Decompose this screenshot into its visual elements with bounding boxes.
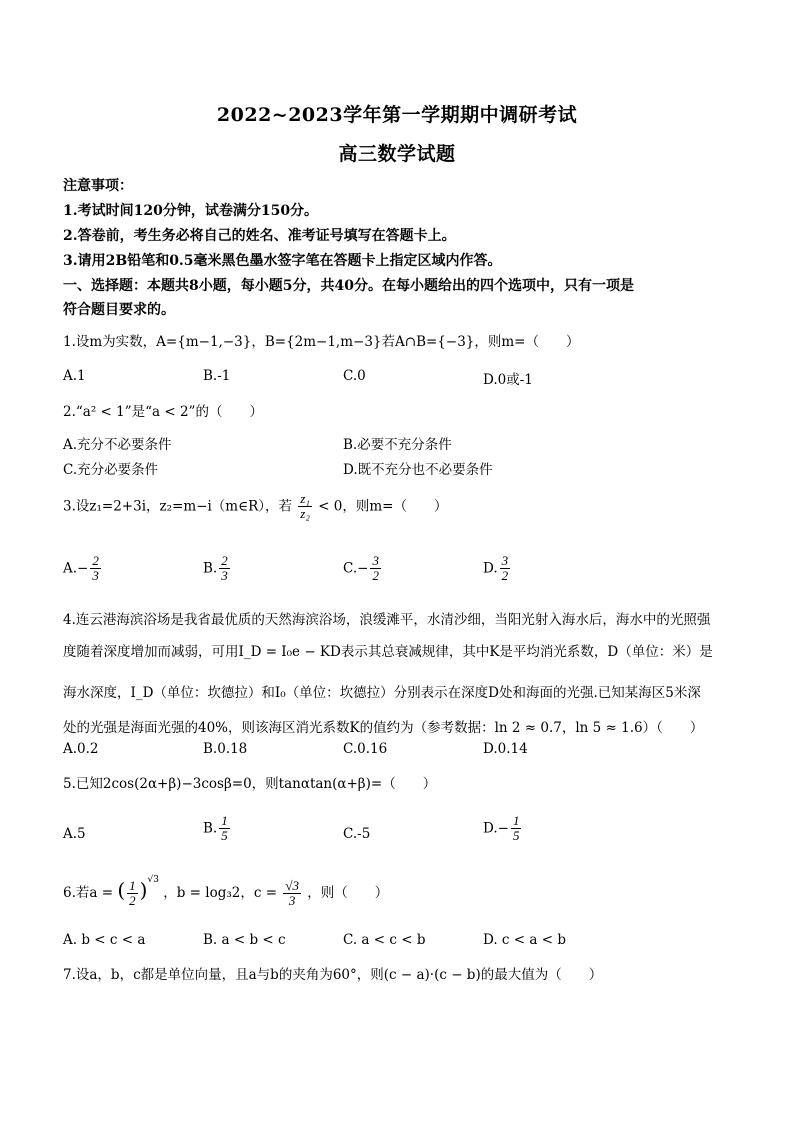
q4-option-b: B.0.18 [203, 741, 248, 757]
q2-option-a: A.充分不必要条件 [63, 437, 172, 453]
option-sign: − [77, 560, 89, 577]
paren-right: ) [139, 878, 148, 902]
frac-numerator: 1 [512, 813, 520, 828]
option-sign: − [497, 820, 509, 837]
q6-stem-end: ，则（ ） [307, 885, 389, 901]
q3-fraction [298, 492, 312, 522]
q3-option-b [203, 554, 232, 584]
q5-option-d [483, 814, 523, 844]
note-item: 1.考试时间120分钟，试卷满分150分。 [63, 203, 319, 219]
q2-option-b: B.必要不充分条件 [343, 437, 452, 453]
option-fraction [370, 554, 381, 584]
q3-option-d [483, 554, 512, 584]
q3-stem-end: < 0，则m=（ ） [318, 498, 448, 515]
q3-frac-denominator: z₂ [300, 506, 310, 522]
paren-left: ( [117, 878, 126, 902]
option-label: C. [343, 560, 358, 577]
q6-stem-start: 6.若a = [63, 885, 114, 901]
section-heading-cont: 符合题目要求的。 [63, 302, 175, 318]
option-label: A. [63, 560, 78, 577]
q3-option-a [63, 554, 103, 584]
question-1-stem: 1.设m为实数，A={m−1,−3}，B={2m−1,m−3}若A∩B={−3}，则m=（ ） [63, 334, 580, 350]
frac-denominator: 5 [221, 828, 228, 844]
q1-option-d: D.0或-1 [483, 372, 533, 388]
frac-denominator: 2 [501, 568, 509, 584]
option-fraction [219, 554, 230, 584]
notes-heading: 注意事项： [63, 178, 133, 194]
q3-stem-start: 3.设z₁=2+3i，z₂=m−i（m∈R），若 [63, 498, 292, 515]
q6-c-fraction [283, 879, 301, 909]
question-6-stem [63, 874, 389, 908]
option-fraction [90, 554, 101, 584]
q5-option-c: C.-5 [343, 826, 371, 842]
frac-denominator: 3 [221, 568, 228, 584]
note-item: 2.答卷前，考生务必将自己的姓名、准考证号填写在答题卡上。 [63, 228, 456, 244]
question-7-stem: 7.设a，b，c都是单位向量，且a与b的夹角为60°，则(c − a)·(c − b)的最大值为（ ） [63, 967, 603, 983]
question-4-line: 4.连云港海滨浴场是我省最优质的天然海滨浴场，浪缓滩平，水清沙细，当阳光射入海水后，海水中的光照强 [63, 612, 711, 628]
q2-option-c: C.充分必要条件 [63, 462, 159, 478]
question-2-stem: 2.“a² < 1”是“a < 2”的（ ） [63, 404, 263, 420]
question-4-line: 度随着深度增加而减弱，可用I_D = I₀e − KD表示其总衰减规律，其中K是平均消光系数，D（单位：米）是 [63, 644, 713, 660]
note-item: 3.请用2B铅笔和0.5毫米黑色墨水签字笔在答题卡上指定区域内作答。 [63, 253, 502, 269]
frac-numerator: 3 [372, 553, 379, 568]
frac-denominator: 2 [129, 893, 136, 908]
q6-base-fraction [127, 879, 138, 909]
frac-numerator: 3 [501, 553, 509, 568]
q6-option-c: C. a < c < b [343, 932, 426, 948]
frac-numerator: 2 [221, 553, 228, 568]
q6-exponent: √3 [147, 874, 159, 885]
q6-option-d: D. c < a < b [483, 932, 566, 948]
frac-numerator: 2 [92, 553, 99, 568]
q4-option-c: C.0.16 [343, 741, 388, 757]
question-4-line: 处的光强是海面光强的40%，则该海区消光系数K的值约为（参考数据：ln 2 ≈ 0.7，ln 5 ≈ 1.6）（ ） [63, 720, 704, 736]
frac-denominator: 5 [512, 828, 520, 844]
q2-option-d: D.既不充分也不必要条件 [343, 462, 493, 478]
option-label: B. [203, 820, 218, 837]
frac-numerator: 1 [129, 877, 136, 893]
section-heading: 一、选择题：本题共8小题，每小题5分，共40分。在每小题给出的四个选项中，只有一项是 [63, 278, 634, 294]
option-sign: − [357, 560, 369, 577]
q5-option-a: A.5 [63, 826, 86, 842]
q4-option-d: D.0.14 [483, 741, 528, 757]
q6-option-a: A. b < c < a [63, 932, 146, 948]
question-5-stem: 5.已知2cos(2α+β)−3cosβ=0，则tanαtan(α+β)=（ ） [63, 776, 437, 792]
q1-option-c: C.0 [343, 368, 366, 384]
frac-numerator: √3 [285, 877, 299, 893]
q6-option-b: B. a < b < c [203, 932, 286, 948]
frac-denominator: 3 [92, 568, 99, 584]
q1-option-a: A.1 [63, 368, 86, 384]
q4-option-a: A.0.2 [63, 741, 99, 757]
q3-option-c [343, 554, 383, 584]
exam-title: 2022~2023学年第一学期期中调研考试 [216, 104, 578, 126]
q5-option-b [203, 814, 232, 844]
q1-option-b: B.-1 [203, 368, 231, 384]
option-label: B. [203, 560, 218, 577]
option-fraction [500, 554, 511, 584]
option-fraction [511, 814, 522, 844]
exam-subtitle: 高三数学试题 [338, 143, 456, 165]
option-label: D. [483, 820, 498, 837]
option-fraction [219, 814, 230, 844]
question-3-stem [63, 492, 448, 522]
question-4-line: 海水深度，I_D（单位：坎德拉）和I₀（单位：坎德拉）分别表示在深度D处和海面的光强.已知某海区5米深 [63, 685, 701, 701]
frac-denominator: 3 [288, 893, 296, 908]
q6-stem-middle: ，b = log₃2，c = [163, 885, 278, 901]
option-label: D. [483, 560, 498, 577]
frac-denominator: 2 [372, 568, 379, 584]
frac-numerator: 1 [221, 813, 228, 828]
q3-frac-numerator: z₁ [300, 491, 310, 506]
